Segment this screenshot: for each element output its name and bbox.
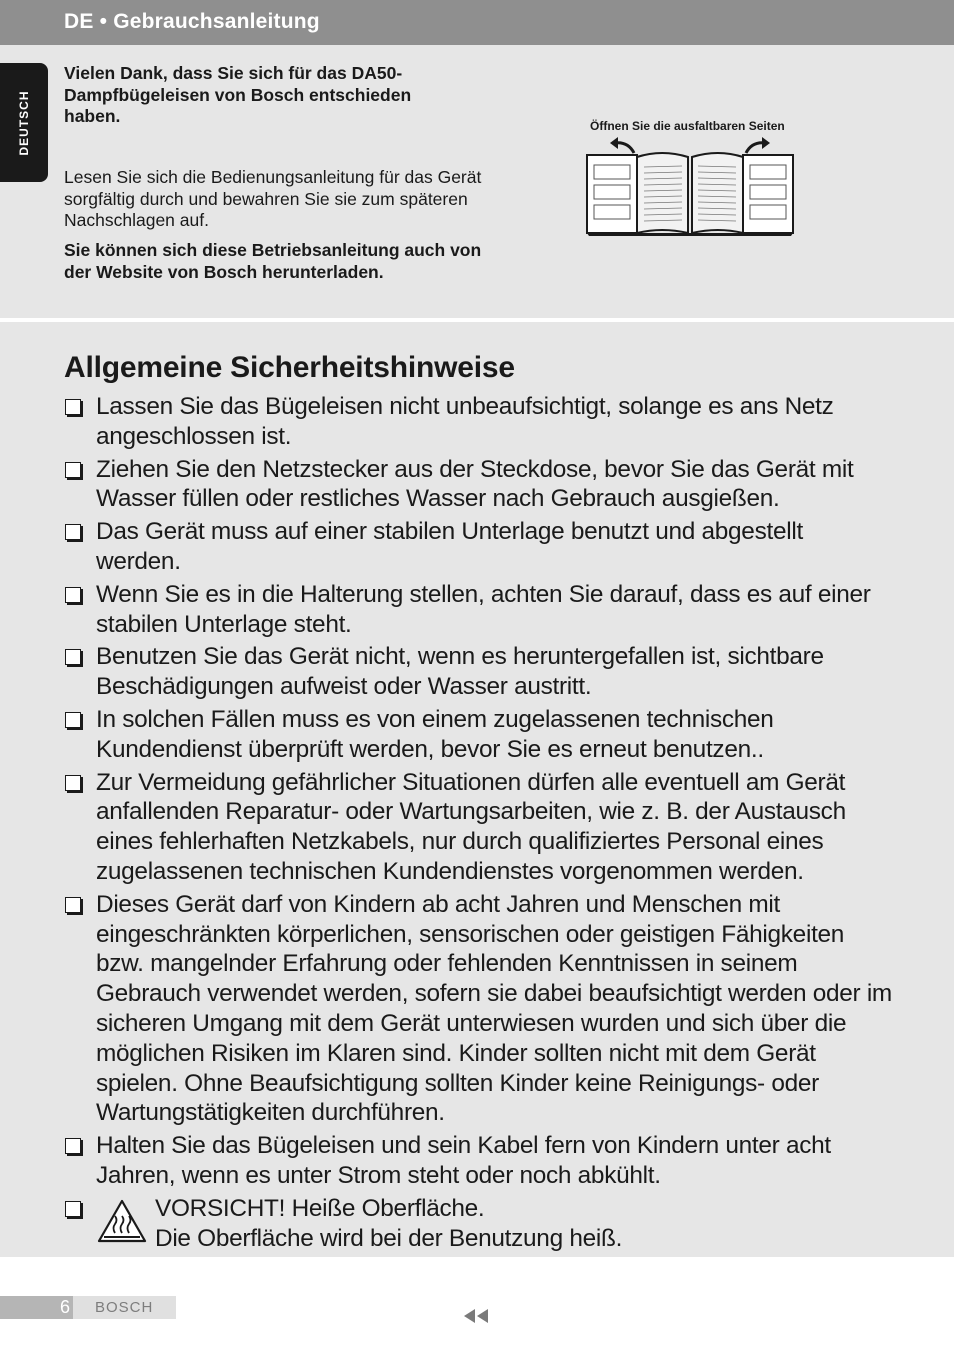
- checkbox-bullet-icon: [65, 897, 81, 913]
- caution-line-1: VORSICHT! Heiße Oberfläche.: [155, 1194, 485, 1222]
- checkbox-bullet-icon: [65, 712, 81, 728]
- safety-item: [64, 1131, 894, 1191]
- caution-block: [96, 1194, 894, 1254]
- header-title: DE • Gebrauchsanleitung: [64, 10, 320, 33]
- checkbox-bullet-icon: [65, 399, 81, 415]
- safety-list: [64, 392, 894, 1256]
- checkbox-bullet-icon: [65, 462, 81, 478]
- language-tab-label: DEUTSCH: [17, 89, 31, 156]
- hot-surface-warning-icon: [96, 1198, 148, 1244]
- checkbox-bullet-icon: [65, 587, 81, 603]
- safety-item-text: Benutzen Sie das Gerät nicht, wenn es heruntergefallen ist, sichtbare Beschädigungen aufweist oder Wasser austritt.: [96, 643, 824, 701]
- safety-item-text: Wenn Sie es in die Halterung stellen, achten Sie darauf, dass es auf einer stabilen Unterlage steht.: [96, 580, 871, 638]
- safety-item-text: Zur Vermeidung gefährlicher Situationen dürfen alle eventuell am Gerät anfallenden Reparatur- oder Wartungsarbeiten, wie z. B. der Austausch eines fehlerhaften Netzkabels, nur durch qualifiziertes Personal eines zugelassenen technischen Kundendienstes vorgenommen werden.: [96, 768, 846, 885]
- safety-item: [64, 392, 894, 452]
- safety-item: [64, 768, 894, 887]
- checkbox-bullet-icon: [65, 649, 81, 665]
- caution-text: [155, 1194, 622, 1254]
- fold-caption: Öffnen Sie die ausfaltbaren Seiten: [590, 119, 785, 133]
- safety-item-text: In solchen Fällen muss es von einem zugelassenen technischen Kundendienst überprüft werden, bevor Sie es erneut benutzen..: [96, 705, 774, 763]
- safety-item: [64, 705, 894, 765]
- intro-thanks: Vielen Dank, dass Sie sich für das DA50-Dampfbügeleisen von Bosch entschieden haben.: [64, 63, 412, 126]
- page-number: 6: [59, 1297, 70, 1317]
- safety-item: [64, 517, 894, 577]
- language-tab: [0, 63, 48, 182]
- safety-item-text: Lassen Sie das Bügeleisen nicht unbeaufsichtigt, solange es ans Netz angeschlossen ist.: [96, 393, 834, 450]
- intro-download-note: Sie können sich diese Betriebsanleitung auch von der Website von Bosch herunterladen.: [64, 240, 482, 282]
- safety-item: [64, 642, 894, 702]
- safety-item: [64, 890, 894, 1128]
- checkbox-bullet-icon: [65, 1138, 81, 1154]
- safety-item-text: Halten Sie das Bügeleisen und sein Kabel fern von Kindern unter acht Jahren, wenn es unter Strom steht oder noch abkühlt.: [96, 1132, 831, 1189]
- foldout-pages-illustration: [584, 135, 796, 239]
- checkbox-bullet-icon: [65, 1201, 81, 1217]
- double-left-arrow-icon[interactable]: [462, 1308, 490, 1324]
- safety-item-text: Ziehen Sie den Netzstecker aus der Steckdose, bevor Sie das Gerät mit Wasser füllen oder restliches Wasser nach Gebrauch ausgießen.: [96, 455, 854, 513]
- safety-item-text: Das Gerät muss auf einer stabilen Unterlage benutzt und abgestellt werden.: [96, 518, 803, 575]
- safety-item-text: Dieses Gerät darf von Kindern ab acht Jahren und Menschen mit eingeschränkten körperlichen, sensorischen oder geistigen Fähigkeiten bzw. mangelnder Erfahrung oder fehlenden Kenntnissen in seinem Gebrauch verwendet werden, sofern sie dabei beaufsichtigt werden oder im sicheren Umgang mit dem Gerät unterwiesen wurden und sich über die möglichen Risiken im Klaren sind. Kinder sollten nicht mit dem Gerät spielen. Ohne Beaufsichtigung sollten Kinder keine Reinigungs- oder Wartungstätigkeiten durchführen.: [96, 890, 892, 1127]
- page-header: [0, 0, 954, 45]
- checkbox-bullet-icon: [65, 775, 81, 791]
- safety-item-caution: [64, 1194, 894, 1254]
- safety-item: [64, 580, 894, 640]
- intro-read-manual: Lesen Sie sich die Bedienungsanleitung für das Gerät sorgfältig durch und bewahren Sie sie zum späteren Nachschlagen auf.: [64, 167, 482, 230]
- brand-label: BOSCH: [95, 1299, 154, 1316]
- caution-line-2: Die Oberfläche wird bei der Benutzung heiß.: [155, 1224, 623, 1252]
- safety-item: [64, 455, 894, 515]
- safety-title: Allgemeine Sicherheitshinweise: [64, 351, 515, 384]
- checkbox-bullet-icon: [65, 524, 81, 540]
